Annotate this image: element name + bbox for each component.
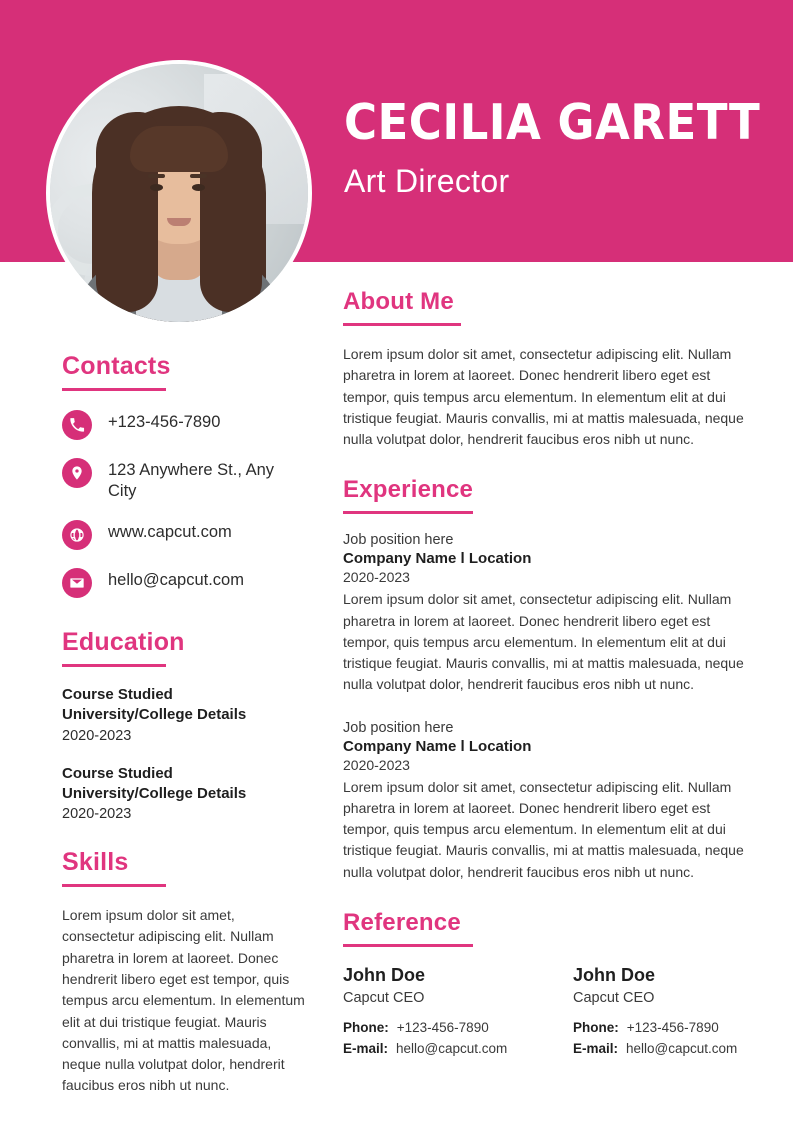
portrait-fringe [130,126,228,172]
education-section [62,628,306,822]
reference-phone-row [573,1020,749,1035]
about-heading: About Me [343,288,454,315]
list-item [343,720,749,883]
contact-website: www.capcut.com [108,523,232,542]
experience-description: Lorem ipsum dolor sit amet, consectetur adipiscing elit. Nullam pharetra in lorem at laoreet. Donec hendrerit libero eget est tempor, quis tempus arcu elementum. In elementum elit at dui tristique feugiat. Mauris convallis, mi at mattis malesuada, neque nulla volutpat dolor, hendrerit faucibus eros nibh ut nunc. [343,778,744,880]
contacts-list [62,409,306,598]
experience-position: Job position here [343,719,454,736]
reference-heading-rule [343,944,473,947]
skills-heading: Skills [62,848,129,877]
contacts-section [62,352,306,598]
experience-years: 2020-2023 [343,569,410,586]
portrait-brow-right [190,174,207,178]
reference-phone-label: Phone: [343,1019,389,1035]
avatar-portrait [74,92,284,322]
reference-name: John Doe [573,964,656,985]
contacts-heading: Contacts [62,352,171,380]
globe-icon [62,520,92,550]
contact-email: hello@capcut.com [108,571,244,590]
portrait-eye-right [192,184,205,191]
reference-phone-value: +123-456-7890 [626,1019,719,1035]
list-item [62,764,306,823]
contact-address: 123 Anywhere St., Any City [108,461,275,501]
skills-section [62,848,306,1096]
experience-years: 2020-2023 [343,756,410,773]
contacts-heading-rule [62,388,166,391]
experience-section [343,476,749,883]
reference-role: Capcut CEO [573,989,655,1006]
reference-section [343,909,749,1062]
experience-heading: Experience [343,476,474,504]
experience-position: Job position here [343,532,454,549]
reference-role: Capcut CEO [343,989,425,1006]
reference-heading: Reference [343,908,461,936]
reference-list [343,965,749,1062]
location-pin-icon [62,458,92,488]
education-heading-rule [62,664,166,667]
list-item[interactable] [62,519,306,550]
about-text: Lorem ipsum dolor sit amet, consectetur adipiscing elit. Nullam pharetra in lorem at laoreet. Donec hendrerit libero eget est tempor, quis tempus arcu elementum. In elementum elit at dui tristique feugiat. Mauris convallis, mi at mattis malesuada, neque nulla volutpat dolor, hendrerit faucibus eros nibh ut nunc. [343,346,744,448]
reference-phone-label: Phone: [573,1019,619,1035]
experience-description: Lorem ipsum dolor sit amet, consectetur adipiscing elit. Nullam pharetra in lorem at laoreet. Donec hendrerit libero eget est tempor, quis tempus arcu elementum. In elementum elit at dui tristique feugiat. Mauris convallis, mi at mattis malesuada, neque nulla volutpat dolor, hendrerit faucibus eros nibh ut nunc. [343,591,744,693]
about-section [343,288,749,450]
list-item[interactable] [62,409,306,440]
experience-company: Company Name l Location [343,550,532,568]
education-course: Course Studied [62,686,173,704]
list-item [343,965,519,1062]
left-column [62,352,306,1122]
contact-phone: +123-456-7890 [108,413,221,431]
about-heading-rule [343,323,461,326]
education-course: Course Studied [62,764,173,782]
portrait-eye-left [150,184,163,191]
education-school: University/College Details [62,784,247,802]
avatar [46,60,312,326]
list-item [62,685,306,744]
list-item [573,965,749,1062]
portrait-brow-left [148,174,165,178]
envelope-icon [62,568,92,598]
list-item[interactable] [62,567,306,598]
experience-company: Company Name l Location [343,737,532,755]
education-years: 2020-2023 [62,727,132,744]
reference-phone-value: +123-456-7890 [396,1019,489,1035]
reference-name: John Doe [343,964,426,985]
reference-email-row [573,1041,749,1056]
reference-email-row [343,1041,519,1056]
education-heading: Education [62,628,185,657]
list-item[interactable] [62,457,306,502]
skills-heading-rule [62,884,166,887]
reference-email-value: hello@capcut.com [626,1040,738,1056]
education-school: University/College Details [62,706,247,724]
education-years: 2020-2023 [62,806,132,823]
job-title: Art Director [344,163,510,199]
list-item [343,532,749,695]
reference-phone-row [343,1020,519,1035]
right-column [343,288,749,1088]
reference-email-label: E-mail: [573,1040,619,1056]
reference-email-value: hello@capcut.com [396,1040,508,1056]
header-name-block [344,94,764,200]
page-title: CECILIA GARETT [344,94,761,151]
experience-heading-rule [343,511,473,514]
phone-icon [62,410,92,440]
skills-text: Lorem ipsum dolor sit amet, consectetur adipiscing elit. Nullam pharetra in lorem at laoreet. Donec hendrerit libero eget est tempor, quis tempus arcu elementum. In elementum elit at dui tristique feugiat. Mauris convallis, mi at mattis malesuada, neque nulla volutpat dolor, hendrerit faucibus eros nibh ut nunc. [62,907,305,1094]
reference-email-label: E-mail: [343,1040,389,1056]
